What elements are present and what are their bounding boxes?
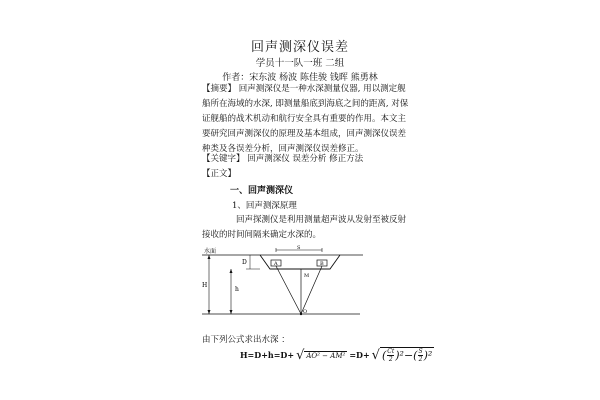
h-arrow-top bbox=[208, 255, 211, 259]
echo-sounder-diagram bbox=[198, 243, 368, 325]
sqrt-term-2 bbox=[372, 347, 435, 363]
paper-title: 回声测深仪误差 bbox=[250, 40, 349, 55]
formula-mid: =D+ bbox=[349, 350, 370, 360]
point-o bbox=[300, 313, 302, 315]
formula-lhs: H=D+h=D+ bbox=[240, 350, 295, 360]
keywords-label: 【关键字】 bbox=[202, 154, 245, 164]
label-small-h: h bbox=[235, 286, 239, 293]
sqrt-term-1 bbox=[296, 348, 347, 363]
label-o: O bbox=[303, 309, 308, 315]
label-s: S bbox=[297, 245, 301, 251]
fraction-ct-over-2 bbox=[387, 348, 394, 363]
sqrt-content-2: ( $\frac{Ct}{2}$ )²−( $\frac{S}{2}$ )² bbox=[381, 348, 433, 363]
section-heading-1: 一、回声测深仪 bbox=[230, 186, 294, 196]
depth-formula bbox=[240, 347, 434, 363]
abstract-text: 回声测深仪是一种水深测量仪器, 用以测定舰船所在海域的水深, 即测量船底到海底之间的距离, 对保证舰船的战术机动和航行安全具有重要的作用。本文主要研究回声测深仪的原理及基本组成，回声测深仪误差种类及各误差分析，回声测深仪误差修正。 bbox=[202, 84, 409, 154]
label-b: B bbox=[320, 261, 324, 267]
path-a-to-o bbox=[276, 266, 301, 314]
class-line: 学员十一队一班 二组 bbox=[255, 58, 345, 69]
section-heading-1-1: 1、回声测深原理 bbox=[232, 201, 297, 211]
small-h-arrow-bottom bbox=[230, 310, 233, 314]
radical-sign-2: √ bbox=[371, 347, 380, 363]
frac2-denominator: 2 bbox=[418, 356, 423, 363]
body-label: 【正文】 bbox=[202, 169, 237, 179]
sqrt-content-1: AO² − AM² bbox=[306, 351, 346, 360]
frac2-numerator: S bbox=[418, 348, 423, 355]
frac1-denominator: 2 bbox=[388, 356, 393, 363]
h-arrow-bottom bbox=[208, 310, 211, 314]
principle-paragraph: 回声探测仪是利用测量超声波从发射至被反射接收的时间间隔来确定水深的。 bbox=[202, 215, 407, 240]
label-big-h: H bbox=[202, 282, 208, 289]
abstract-label: 【摘要】 bbox=[202, 84, 237, 94]
keywords-block bbox=[202, 152, 412, 167]
frac1-numerator: Ct bbox=[387, 348, 395, 355]
formula-intro: 由下列公式求出水深 ： bbox=[202, 335, 290, 345]
abstract-block bbox=[202, 82, 412, 157]
fraction-s-over-2 bbox=[418, 348, 422, 363]
water-label: 水面 bbox=[204, 248, 217, 255]
small-h-arrow-top bbox=[230, 269, 233, 273]
label-m: M bbox=[304, 273, 310, 279]
authors-line: 作者：宋东波 杨波 陈佳骏 钱晖 熊勇林 bbox=[222, 73, 378, 83]
label-d: D bbox=[242, 259, 247, 266]
radical-sign-1: √ bbox=[296, 347, 305, 363]
keywords-text: 回声测深仪 误差分析 修正方法 bbox=[247, 154, 364, 164]
ship-hull bbox=[260, 255, 340, 269]
label-a: A bbox=[274, 261, 278, 267]
